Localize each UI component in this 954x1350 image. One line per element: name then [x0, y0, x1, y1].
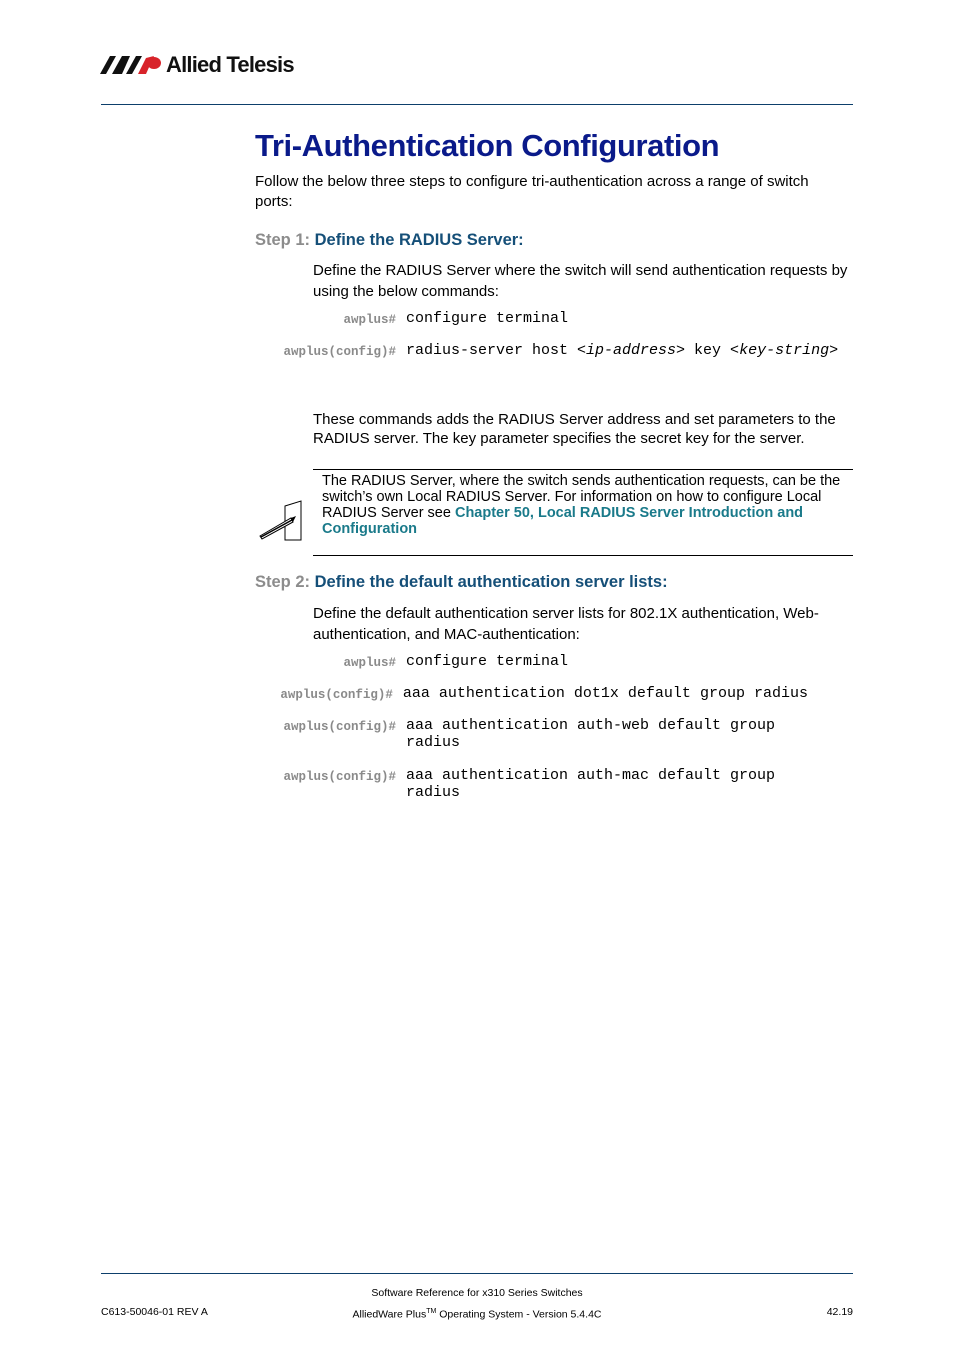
footer-trademark: TM	[426, 1308, 437, 1315]
footer-subtitle	[300, 1305, 654, 1322]
command-part: > key <	[676, 342, 740, 359]
command-prompt: awplus(config)#	[283, 345, 396, 359]
footer-rule	[101, 1273, 853, 1274]
command-row	[262, 685, 862, 704]
brand-logo	[100, 52, 294, 78]
chapter-link[interactable]: Chapter 50, Local RADIUS Server Introduction and Configuration	[322, 505, 804, 537]
command-prompt: awplus#	[343, 656, 396, 670]
step2-title: Define the default authentication server lists:	[314, 573, 668, 591]
command-prompt: awplus(config)#	[283, 720, 396, 734]
footer-title: Software Reference for x310 Series Switches	[371, 1287, 583, 1299]
command-row	[262, 342, 862, 361]
command-row	[262, 653, 862, 672]
command-text: aaa authentication auth-web default group radius	[406, 717, 785, 751]
command-row	[262, 717, 862, 751]
note-text	[322, 473, 850, 537]
header-rule	[101, 104, 853, 105]
command-text: aaa authentication auth-mac default group radius	[406, 767, 785, 801]
allied-telesis-mark-icon	[100, 54, 162, 76]
note-box	[313, 469, 853, 556]
command-part: >	[829, 342, 839, 359]
page-title: Tri-Authentication Configuration	[255, 128, 720, 163]
page-number: 42.19	[826, 1306, 853, 1318]
command-prompt: awplus(config)#	[280, 688, 393, 702]
command-arg: key-string	[739, 342, 830, 359]
command-arg: ip-address	[586, 342, 677, 359]
footer-version: Operating System - Version 5.4.4C	[436, 1308, 602, 1321]
step1-heading	[255, 229, 524, 251]
command-prompt: awplus#	[343, 313, 396, 327]
footer-doc-id: C613-50046-01 REV A	[101, 1306, 208, 1318]
footer-product: AlliedWare Plus	[352, 1308, 427, 1321]
command-text: configure terminal	[406, 310, 569, 327]
command-prompt: awplus(config)#	[283, 770, 396, 784]
step1-description: Define the RADIUS Server where the switch will send authentication requests by using the below commands:	[313, 262, 848, 300]
command-text: configure terminal	[406, 653, 569, 670]
note-pen-icon	[259, 500, 305, 544]
command-row	[262, 310, 862, 329]
command-text	[406, 342, 856, 361]
step1-number: Step 1:	[255, 231, 311, 249]
step2-heading	[255, 571, 668, 593]
step2-number: Step 2:	[255, 573, 311, 591]
brand-name: Allied Telesis	[166, 52, 294, 77]
note-body: The RADIUS Server, where the switch sends authentication requests, can be the switch’s own Local RADIUS Server. For information on how to configure Local RADIUS Server see	[322, 473, 841, 521]
command-text: aaa authentication dot1x default group radius	[402, 685, 808, 702]
step1-title: Define the RADIUS Server:	[314, 231, 524, 249]
command-part: radius-server host <	[406, 342, 587, 359]
command-row	[262, 767, 862, 801]
intro-paragraph: Follow the below three steps to configure tri-authentication across a range of switch ports:	[255, 173, 809, 210]
step1-explanation: These commands adds the RADIUS Server address and set parameters to the RADIUS server. The key parameter specifies the secret key for the server.	[313, 411, 836, 447]
step2-description: Define the default authentication server lists for 802.1X authentication, Web-authentication, and MAC-authentication:	[313, 605, 819, 643]
